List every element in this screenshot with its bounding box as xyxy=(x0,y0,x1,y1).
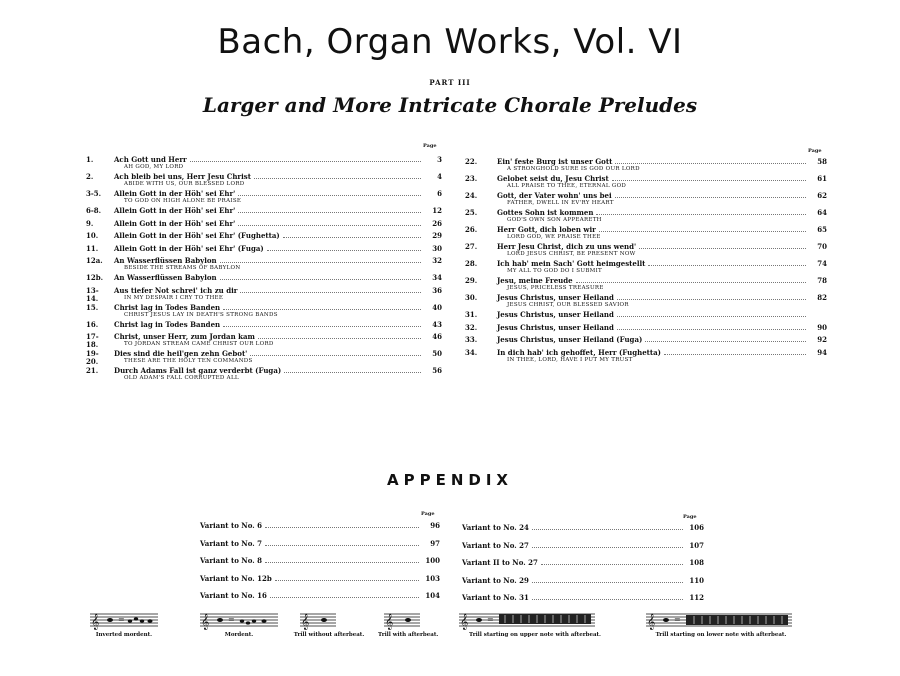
dot-leader xyxy=(275,580,419,581)
entry-german-title: Gelobet seist du, Jesu Christ xyxy=(497,174,609,183)
entry-number: 29. xyxy=(465,276,478,285)
music-notation-icon xyxy=(298,610,338,630)
dot-leader xyxy=(265,545,419,546)
entry-english-title: MY ALL TO GOD DO I SUBMIT xyxy=(507,268,603,274)
entry-number: 24. xyxy=(465,191,478,200)
entry-page-number: 29 xyxy=(432,231,442,240)
entry-page-number: 56 xyxy=(432,366,442,375)
entry-page-number: 34 xyxy=(432,273,442,282)
entry-english-title: JESUS, PRICELESS TREASURE xyxy=(507,285,604,291)
entry-german-title: Allein Gott in der Höh' sei Ehr' xyxy=(114,206,236,215)
toc-entry xyxy=(465,175,827,192)
dot-leader xyxy=(220,279,421,280)
appendix-entry-label: Variant to No. 7 xyxy=(200,538,262,548)
entry-english-title: THESE ARE THE HOLY TEN COMMANDS xyxy=(124,358,253,364)
appendix-entry xyxy=(200,591,440,609)
appendix-entry-page: 107 xyxy=(689,540,704,550)
svg-text:=: = xyxy=(674,615,681,624)
page-column-header-right: Page xyxy=(808,148,822,154)
dot-leader xyxy=(223,309,421,310)
entry-page-number: 65 xyxy=(817,225,827,234)
entry-german-title: Gottes Sohn ist kommen xyxy=(497,208,594,217)
entry-german-title: Ein' feste Burg ist unser Gott xyxy=(497,157,613,166)
toc-entry xyxy=(465,277,827,294)
entry-page-number: 30 xyxy=(432,243,442,253)
toc-entry xyxy=(86,190,442,207)
appendix-entry-page: 96 xyxy=(430,521,440,530)
appendix-entry xyxy=(462,523,704,541)
appendix-entry-page: 100 xyxy=(425,556,440,565)
entry-number: 32. xyxy=(465,322,478,332)
contents-left-column xyxy=(86,156,442,384)
entry-english-title: CHRIST JESUS LAY IN DEATH'S STRONG BANDS xyxy=(124,311,278,318)
svg-text:𝄞: 𝄞 xyxy=(301,614,310,630)
entry-number: 15. xyxy=(86,302,99,312)
dot-leader xyxy=(258,338,421,339)
entry-german-title: Allein Gott in der Höh' sei Ehr' (Fuga) xyxy=(114,243,264,253)
entry-english-title: AH GOD, MY LORD xyxy=(124,164,184,170)
entry-number: 13-14. xyxy=(86,285,99,303)
toc-entry xyxy=(465,294,827,311)
dot-leader xyxy=(284,372,421,373)
entry-german-title: Ach bleib bei uns, Herr Jesu Christ xyxy=(114,172,251,181)
toc-entry xyxy=(465,336,827,349)
entry-german-title: Herr Gott, dich loben wir xyxy=(497,225,596,234)
entry-german-title: Jesus Christus, unser Heiland xyxy=(497,322,614,332)
entry-german-title: An Wasserflüssen Babylon xyxy=(114,256,217,265)
entry-german-title: Christ lag in Todes Banden xyxy=(114,302,221,312)
entry-english-title: BESIDE THE STREAMS OF BABYLON xyxy=(124,265,241,271)
appendix-entry-label: Variant to No. 16 xyxy=(200,591,267,600)
entry-german-title: Jesus Christus, unser Heiland xyxy=(497,293,614,302)
toc-entry xyxy=(86,207,442,220)
entry-number: 6-8. xyxy=(86,206,102,215)
entry-english-title: JESUS CHRIST, OUR BLESSED SAVIOR xyxy=(507,302,629,308)
dot-leader xyxy=(250,355,421,356)
entry-german-title: Ach Gott und Herr xyxy=(114,155,187,164)
ornament-caption: Inverted mordent. xyxy=(95,632,153,638)
music-notation-icon xyxy=(457,610,597,630)
toc-entry xyxy=(86,156,442,173)
entry-number: 21. xyxy=(86,366,99,375)
dot-leader xyxy=(270,597,419,598)
entry-page-number: 70 xyxy=(817,242,827,251)
appendix-title: APPENDIX xyxy=(387,471,513,489)
appendix-entry xyxy=(462,558,704,576)
dot-leader xyxy=(238,212,421,213)
entry-english-title: IN THEE, LORD, HAVE I PUT MY TRUST xyxy=(507,356,633,363)
appendix-entry-page: 103 xyxy=(425,573,440,583)
subtitle: Larger and More Intricate Chorale Preludes xyxy=(202,93,698,117)
toc-entry xyxy=(86,232,442,245)
toc-entry xyxy=(86,304,442,321)
music-notation-icon xyxy=(644,610,794,630)
dot-leader xyxy=(639,248,806,249)
entry-german-title: Durch Adams Fall ist ganz verderbt (Fuga) xyxy=(114,366,282,375)
entry-page-number: 74 xyxy=(817,259,827,268)
entry-english-title: IN MY DESPAIR I CRY TO THEE xyxy=(124,294,224,301)
entry-page-number: 40 xyxy=(432,302,442,312)
entry-english-title: OLD ADAM'S FALL CORRUPTED ALL xyxy=(124,375,239,381)
entry-page-number: 92 xyxy=(817,335,827,344)
entry-german-title: Jesus Christus, unser Heiland (Fuga) xyxy=(497,335,643,344)
svg-text:=: = xyxy=(487,615,494,624)
toc-entry xyxy=(465,192,827,209)
appendix-entry-label: Variant II to No. 27 xyxy=(462,558,538,567)
entry-page-number: 26 xyxy=(432,218,442,228)
appendix-entry-page: 110 xyxy=(689,575,704,585)
dot-leader xyxy=(599,231,806,232)
entry-number: 31. xyxy=(465,310,478,319)
ornament-inverted-mordent xyxy=(88,610,160,638)
toc-entry xyxy=(86,333,442,350)
dot-leader xyxy=(265,527,419,528)
dot-leader xyxy=(532,547,683,548)
entry-german-title: An Wasserflüssen Babylon xyxy=(114,273,217,282)
entry-number: 28. xyxy=(465,259,478,268)
entry-number: 9. xyxy=(86,218,94,228)
appendix-entry-page: 112 xyxy=(689,593,704,602)
entry-english-title: ABIDE WITH US, OUR BLESSED LORD xyxy=(124,181,245,187)
entry-german-title: In dich hab' ich gehoffet, Herr (Fughetta) xyxy=(497,347,661,357)
entry-number: 27. xyxy=(465,242,478,251)
appendix-entry-label: Variant to No. 24 xyxy=(462,523,529,532)
dot-leader xyxy=(664,354,806,355)
part-label: PART III xyxy=(429,78,471,87)
entry-number: 23. xyxy=(465,174,478,183)
toc-entry xyxy=(465,349,827,366)
appendix-entry-page: 106 xyxy=(689,523,704,532)
dot-leader xyxy=(617,299,806,300)
entry-number: 19-20. xyxy=(86,349,99,366)
toc-entry xyxy=(465,226,827,243)
entry-page-number: 58 xyxy=(817,157,827,166)
entry-number: 17-18. xyxy=(86,332,99,349)
toc-entry xyxy=(86,350,442,367)
dot-leader xyxy=(220,262,421,263)
dot-leader xyxy=(615,163,806,164)
entry-english-title: LORD GOD, WE PRAISE THEE xyxy=(507,234,601,240)
dot-leader xyxy=(532,599,683,600)
ornament-caption: Trill starting on lower note with afterbeat. xyxy=(655,632,787,638)
entry-page-number: 50 xyxy=(432,349,442,358)
appendix-page-header-right: Page xyxy=(683,514,697,520)
entry-english-title: A STRONGHOLD SURE IS GOD OUR LORD xyxy=(507,166,640,172)
appendix-entry-page: 108 xyxy=(689,558,704,567)
entry-german-title: Allein Gott in der Höh' sei Ehr' xyxy=(114,218,236,228)
toc-entry xyxy=(465,311,827,324)
ornament-caption: Trill starting on upper note with afterbeat. xyxy=(469,632,601,638)
ornament-trill-upper-note xyxy=(455,610,615,638)
dot-leader xyxy=(238,195,421,196)
entry-german-title: Jesu, meine Freude xyxy=(497,276,573,285)
svg-text:𝄞: 𝄞 xyxy=(460,614,469,630)
ornament-caption: Mordent. xyxy=(224,632,254,638)
appendix-entry xyxy=(200,539,440,557)
ornament-trill-lower-note xyxy=(636,610,806,638)
entry-english-title: TO JORDAN STREAM CAME CHRIST OUR LORD xyxy=(124,341,274,347)
appendix-entry-label: Variant to No. 31 xyxy=(462,593,529,602)
appendix-entry-label: Variant to No. 8 xyxy=(200,556,262,565)
appendix-entry xyxy=(462,541,704,559)
appendix-entry xyxy=(462,576,704,594)
toc-entry xyxy=(86,257,442,274)
entry-number: 26. xyxy=(465,225,478,234)
appendix-right-column xyxy=(462,523,704,611)
appendix-entry-label: Variant to No. 27 xyxy=(462,540,529,550)
entry-page-number: 3 xyxy=(437,155,442,164)
appendix-entry-label: Variant to No. 6 xyxy=(200,521,262,530)
entry-page-number: 94 xyxy=(817,347,827,357)
ornament-trill-with-afterbeat xyxy=(378,610,439,638)
entry-english-title: TO GOD ON HIGH ALONE BE PRAISE xyxy=(124,198,242,204)
dot-leader xyxy=(238,225,421,226)
ornament-caption: Trill without afterbeat. xyxy=(293,632,365,638)
toc-entry xyxy=(86,173,442,190)
entry-number: 3-5. xyxy=(86,189,102,198)
entry-german-title: Allein Gott in der Höh' sei Ehr' xyxy=(114,189,236,198)
entry-page-number: 78 xyxy=(817,276,827,285)
contents-right-column xyxy=(465,158,827,366)
dot-leader xyxy=(265,562,419,563)
entry-page-number: 82 xyxy=(817,293,827,302)
music-notation-icon xyxy=(382,610,422,630)
dot-leader xyxy=(240,292,421,293)
music-notation-icon xyxy=(198,610,280,630)
entry-german-title: Gott, der Vater wohn' uns bei xyxy=(497,191,612,200)
dot-leader xyxy=(615,197,806,198)
entry-english-title: ALL PRAISE TO THEE, ETERNAL GOD xyxy=(507,183,627,189)
appendix-entry-label: Variant to No. 29 xyxy=(462,575,529,585)
entry-page-number: 4 xyxy=(437,172,442,181)
entry-number: 22. xyxy=(465,157,478,166)
dot-leader xyxy=(267,250,421,251)
appendix-entry xyxy=(462,593,704,611)
svg-text:𝄞: 𝄞 xyxy=(647,614,656,630)
ornament-mordent xyxy=(198,610,280,638)
entry-page-number: 36 xyxy=(432,285,442,295)
entry-german-title: Dies sind die heil'gen zehn Gebot' xyxy=(114,349,248,358)
entry-english-title: LORD JESUS CHRIST, BE PRESENT NOW xyxy=(507,251,636,257)
entry-page-number: 6 xyxy=(437,189,442,198)
page-title: Bach, Organ Works, Vol. VI xyxy=(217,22,683,62)
svg-text:𝄞: 𝄞 xyxy=(201,614,210,630)
entry-german-title: Jesus Christus, unser Heiland xyxy=(497,310,614,319)
appendix-left-column xyxy=(200,521,440,609)
toc-entry xyxy=(465,158,827,175)
toc-entry xyxy=(86,367,442,384)
toc-entry xyxy=(465,243,827,260)
entry-german-title: Aus tiefer Not schrei' ich zu dir xyxy=(114,285,238,295)
dot-leader xyxy=(596,214,806,215)
toc-entry xyxy=(465,260,827,277)
entry-number: 12a. xyxy=(86,256,103,265)
dot-leader xyxy=(541,564,683,565)
dot-leader xyxy=(645,341,806,342)
entry-page-number: 64 xyxy=(817,208,827,217)
entry-number: 30. xyxy=(465,293,478,302)
dot-leader xyxy=(612,180,806,181)
entry-number: 16. xyxy=(86,319,99,329)
svg-text:𝄞: 𝄞 xyxy=(91,614,100,630)
entry-number: 10. xyxy=(86,231,99,240)
appendix-entry-label: Variant to No. 12b xyxy=(200,573,272,583)
appendix-entry-page: 97 xyxy=(430,538,440,548)
toc-entry xyxy=(465,209,827,226)
entry-number: 25. xyxy=(465,208,478,217)
dot-leader xyxy=(190,161,421,162)
ornament-caption: Trill with afterbeat. xyxy=(378,632,439,638)
entry-english-title: FATHER, DWELL IN EV'RY HEART xyxy=(507,200,614,206)
music-notation-icon xyxy=(88,610,160,630)
ornament-trill-without-afterbeat xyxy=(290,610,368,638)
entry-number: 34. xyxy=(465,347,478,357)
entry-number: 33. xyxy=(465,335,478,344)
dot-leader xyxy=(254,178,421,179)
entry-page-number: 62 xyxy=(817,191,827,200)
appendix-entry-page: 104 xyxy=(425,591,440,600)
svg-text:=: = xyxy=(228,615,235,624)
entry-page-number: 61 xyxy=(817,174,827,183)
appendix-entry xyxy=(200,521,440,539)
dot-leader xyxy=(283,237,421,238)
entry-german-title: Herr Jesu Christ, dich zu uns wend' xyxy=(497,242,637,251)
entry-german-title: Ich hab' mein Sach' Gott heimgestellt xyxy=(497,259,646,268)
entry-english-title: GOD'S OWN SON APPEARETH xyxy=(507,217,602,223)
entry-german-title: Allein Gott in der Höh' sei Ehr' (Fughetta) xyxy=(114,231,280,240)
dot-leader xyxy=(617,329,806,330)
dot-leader xyxy=(617,316,806,317)
toc-entry xyxy=(86,274,442,287)
page-column-header-left: Page xyxy=(423,143,437,149)
svg-text:𝄞: 𝄞 xyxy=(385,614,394,630)
svg-text:=: = xyxy=(118,615,125,624)
entry-number: 1. xyxy=(86,155,94,164)
entry-page-number: 90 xyxy=(817,322,827,332)
appendix-entry xyxy=(200,574,440,592)
entry-page-number: 32 xyxy=(432,256,442,265)
entry-german-title: Christ, unser Herr, zum Jordan kam xyxy=(114,332,255,341)
dot-leader xyxy=(648,265,806,266)
dot-leader xyxy=(532,529,683,530)
entry-page-number: 12 xyxy=(432,206,442,215)
toc-entry xyxy=(86,287,442,304)
appendix-page-header-left: Page xyxy=(421,511,435,517)
entry-page-number: 43 xyxy=(432,319,442,329)
entry-number: 2. xyxy=(86,172,94,181)
entry-number: 11. xyxy=(86,243,99,253)
dot-leader xyxy=(223,326,421,327)
appendix-entry xyxy=(200,556,440,574)
dot-leader xyxy=(532,582,683,583)
entry-number: 12b. xyxy=(86,273,104,282)
entry-german-title: Christ lag in Todes Banden xyxy=(114,319,221,329)
entry-page-number: 46 xyxy=(432,332,442,341)
dot-leader xyxy=(576,282,806,283)
